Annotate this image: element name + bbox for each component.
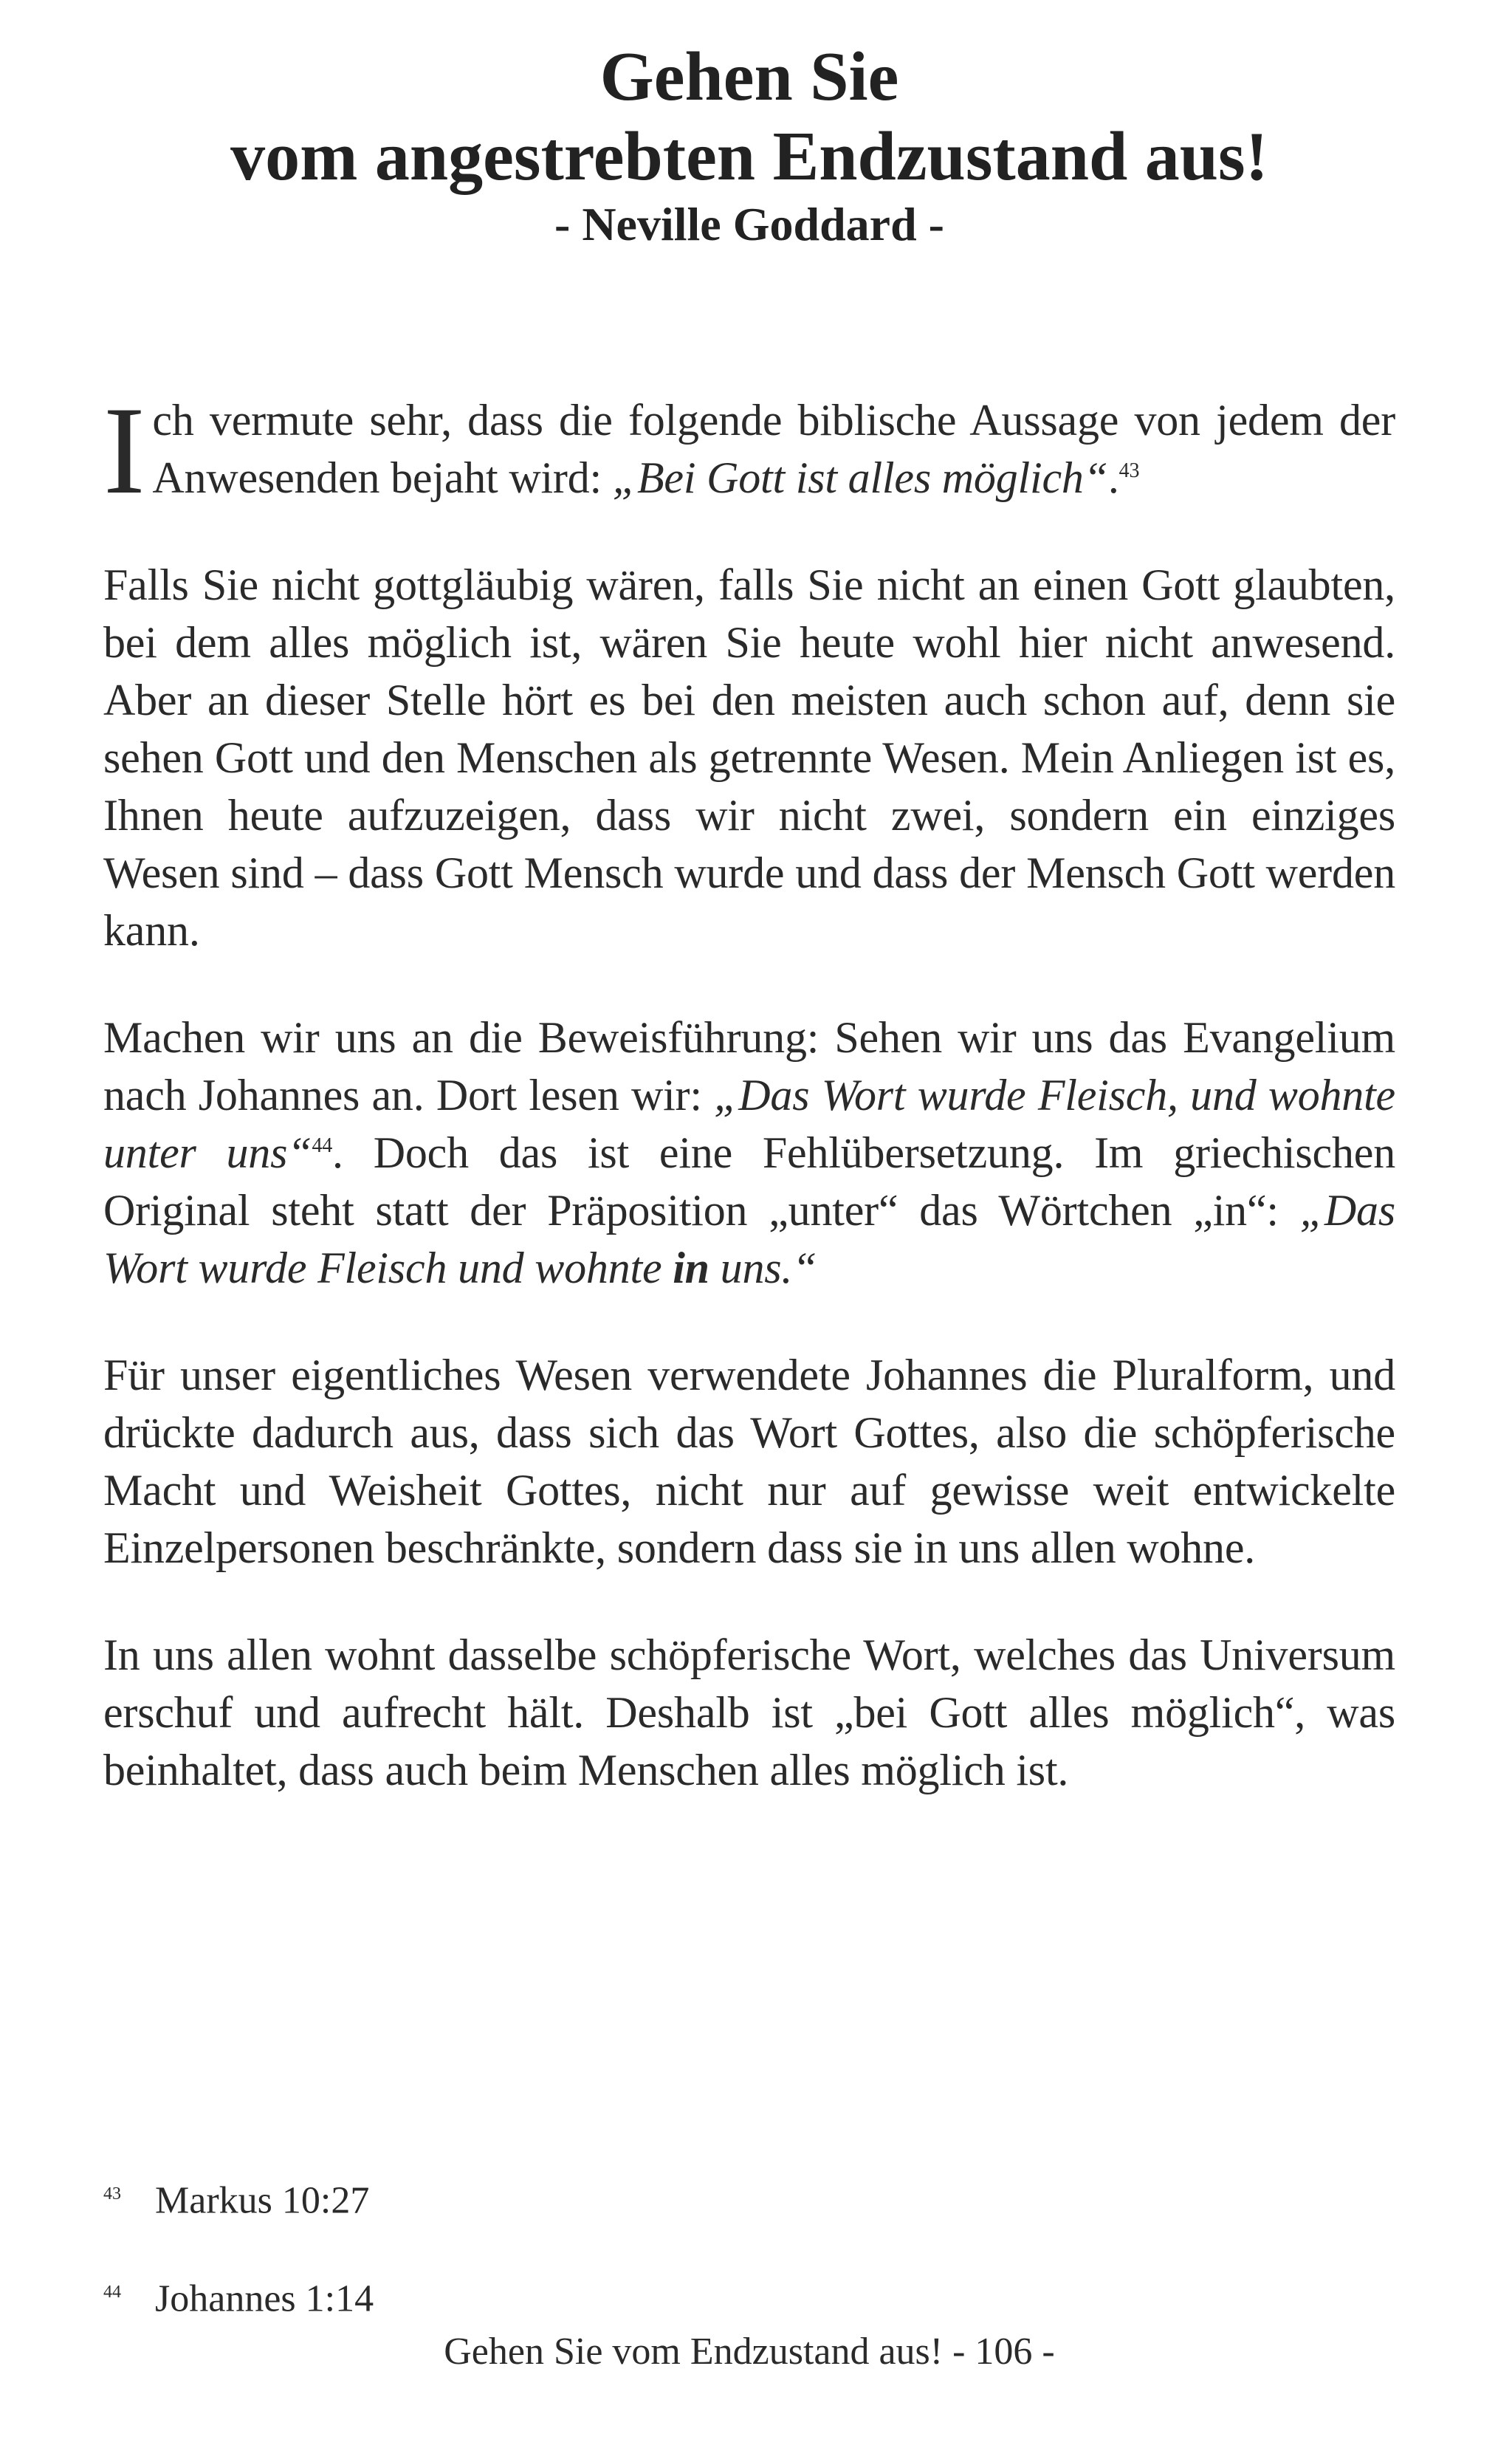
footnote-number: 44 [103,2283,121,2302]
book-page [103,37,1395,2437]
chapter-author: - Neville Goddard - [554,198,944,250]
bible-quote-3-emphasis: in [673,1244,709,1292]
footnote-text: Johannes 1:14 [155,2277,374,2320]
bible-quote-2: „Das Wort wurde Fleisch, und wohnte unter uns“ [103,1071,1395,1177]
footnote-text: Markus 10:27 [155,2179,370,2222]
footnote-43 [103,2171,1395,2223]
drop-cap: I [103,381,145,520]
paragraph-5: In uns allen wohnt dasselbe schöpferische Wort, welches das Universum erschuf und aufrecht hält. Deshalb ist „bei Gott alles möglich“, was beinhaltet, dass auch beim Menschen alles möglich ist. [103,1631,1395,1794]
bible-quote-3-a: „Das Wort wurde Fleisch und wohnte [103,1186,1395,1292]
chapter-title [103,37,1395,196]
chapter-title-line-1: Gehen Sie [599,38,899,115]
paragraph-3 [103,1009,1395,1297]
paragraph-2: Falls Sie nicht gottgläubig wären, falls Sie nicht an einen Gott glaubten, bei dem alles möglich ist, wären Sie heute wohl hier nicht anwesend. Aber an dieser Stelle hört es bei den meisten auch schon auf, denn sie sehen Gott und den Menschen als getrennte Wesen. Mein Anliegen ist es, Ihnen heute aufzuzeigen, dass wir nicht zwei, sondern ein einziges Wesen sind – dass Gott Mensch wurde und dass der Mensch Gott werden kann. [103,560,1395,955]
paragraph-3-text-b: . Doch das ist eine Fehlübersetzung. Im griechischen Original steht statt der Präposition „unter“ das Wörtchen „in“: [103,1128,1395,1235]
bible-quote-3-b: uns.“ [709,1244,817,1292]
chapter-heading [103,37,1395,253]
footnote-ref-44[interactable]: 44 [312,1134,333,1157]
chapter-title-line-2: vom angestrebten Endzustand aus! [230,118,1268,195]
paragraph-1-period: . [1107,453,1119,502]
footnote-number: 43 [103,2184,121,2204]
bible-quote-1: „Bei Gott ist alles möglich“ [612,453,1108,502]
page-footer: Gehen Sie vom Endzustand aus! - 106 - [444,2331,1055,2373]
paragraph-3-text-a: Machen wir uns an die Beweisführung: Sehen wir uns das Evangelium nach Johannes an. Dort lesen wir: [103,1013,1395,1119]
paragraph-4: Für unser eigentliches Wesen verwendete Johannes die Pluralform, und drückte dadurch aus, dass sich das Wort Gottes, also die schöpferische Macht und Weisheit Gottes, nicht nur auf gewisse weit entwickelte Einzelpersonen beschränkte, sondern dass sie in uns allen wohne. [103,1351,1395,1572]
chapter-body [103,381,1395,1848]
paragraph-1 [103,381,1395,520]
footnote-ref-43[interactable]: 43 [1118,459,1140,482]
paragraph-1-text: ch vermute sehr, dass die folgende biblische Aussage von jedem der Anwesenden bejaht wird: [152,396,1395,502]
footnote-44 [103,2269,1395,2322]
